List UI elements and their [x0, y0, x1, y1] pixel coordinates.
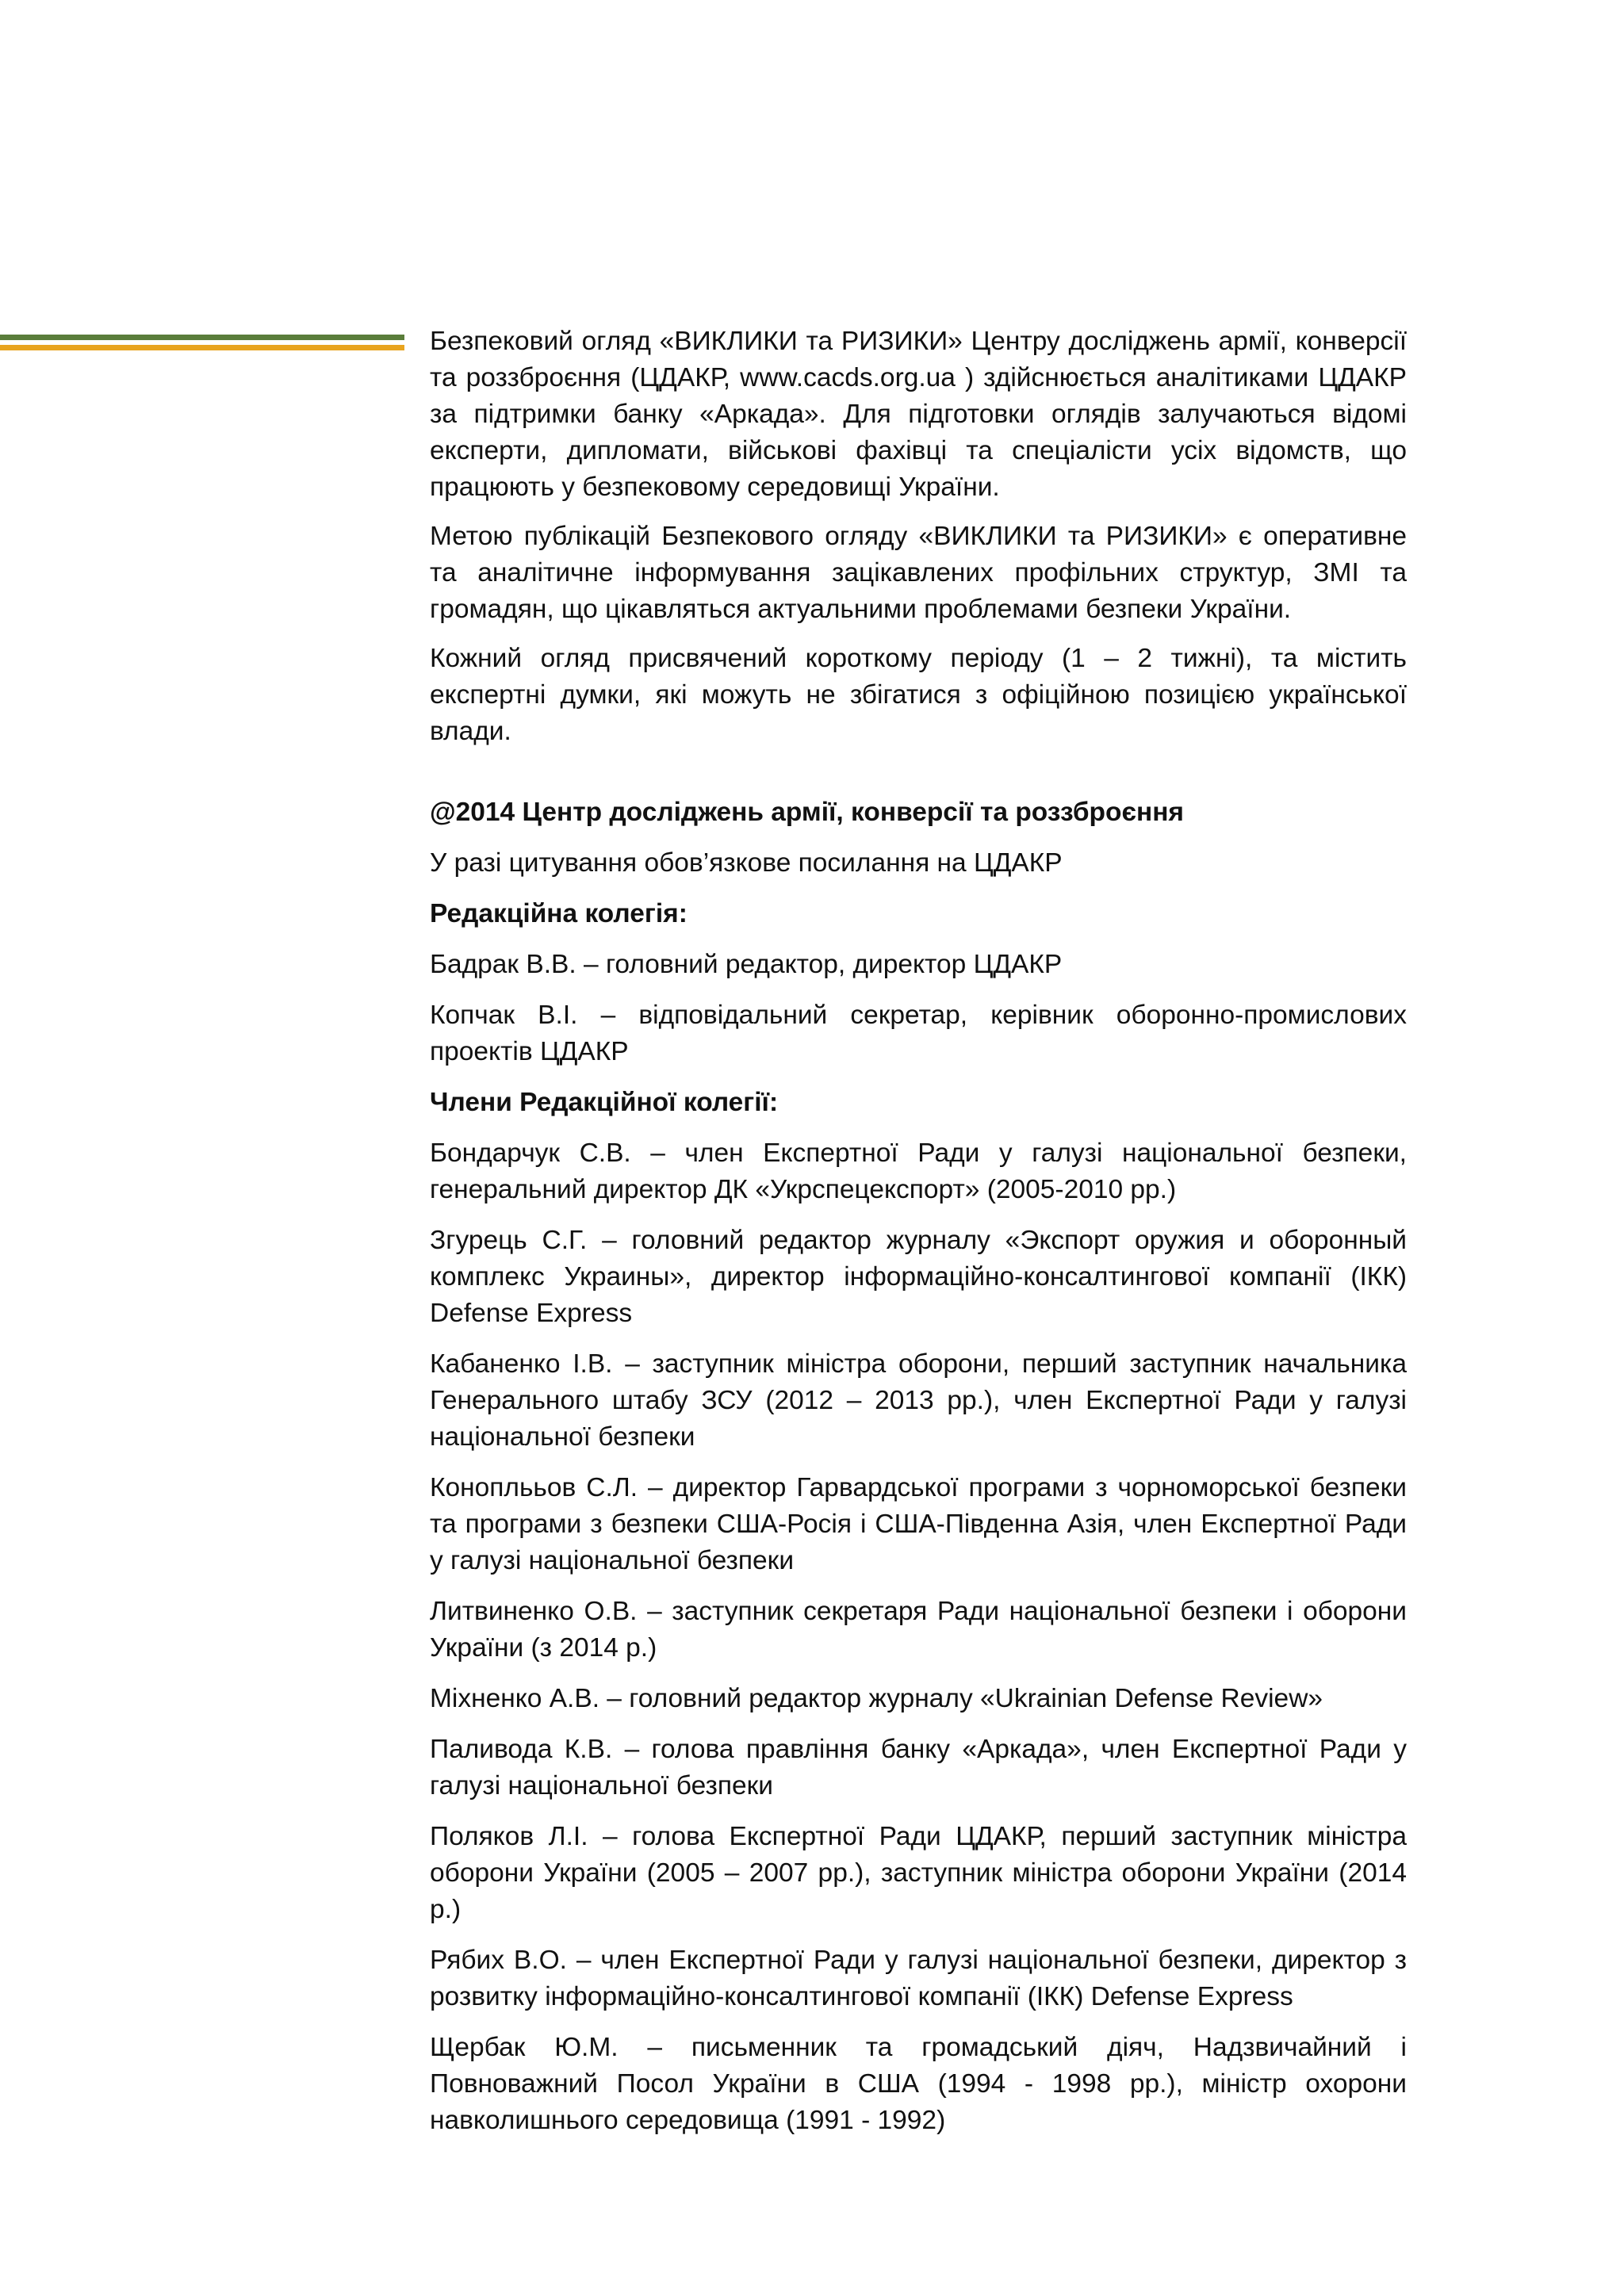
member-entry: Коноплььов С.Л. – директор Гарвардської програми з чорноморської безпеки та програми з безпеки США-Росія і США-Південна Азія, член Експертної Ради у галузі національної безпеки: [430, 1473, 1407, 1575]
member-entry: Паливода К.В. – голова правління банку «Аркада», член Експертної Ради у галузі національної безпеки: [430, 1735, 1407, 1800]
member-entry: Рябих В.О. – член Експертної Ради у галузі національної безпеки, директор з розвитку інформаційно-консалтингової компанії (ІКК) Defense Express: [430, 1946, 1407, 2011]
member-entry: Щербак Ю.М. – письменник та громадський діяч, Надзвичайний і Повноважний Посол України в США (1994 - 1998 рр.), міністр охорони навколишнього середовища (1991 - 1992): [430, 2033, 1407, 2135]
intro-paragraph-3: Кожний огляд присвячений короткому періоду (1 – 2 тижні), та містить експертні думки, які можуть не збігатися з офіційною позицією української влади.: [430, 644, 1407, 746]
member-entry: Згурець С.Г. – головний редактор журналу «Экспорт оружия и оборонный комплекс Украины», директор інформаційно-консалтингової компанії (ІКК) Defense Express: [430, 1226, 1407, 1328]
intro-paragraph-1: Безпековий огляд «ВИКЛИКИ та РИЗИКИ» Центру досліджень армії, конверсії та роззброєння (ЦДАКР, www.cacds.org.ua ) здійснюється аналітиками ЦДАКР за підтримки банку «Аркада». Для підготовки оглядів залучаються відомі експерти, дипломати, військові фахівці та спеціалісти усіх відомств, що працюють у безпековому середовищі України.: [430, 327, 1407, 502]
editorial-heading: Редакційна колегія:: [430, 899, 688, 928]
copyright-line: @2014 Центр досліджень армії, конверсії та роззброєння: [430, 798, 1184, 827]
decorative-stripes: [0, 335, 404, 350]
editorial-entry: Копчак В.І. – відповідальний секретар, керівник оборонно-промислових проектів ЦДАКР: [430, 1001, 1407, 1066]
citation-note: У разі цитування обов’язкове посилання на ЦДАКР: [430, 848, 1063, 878]
orange-stripe: [0, 345, 404, 350]
green-stripe: [0, 335, 404, 340]
member-entry: Кабаненко І.В. – заступник міністра оборони, перший заступник начальника Генерального штабу ЗСУ (2012 – 2013 рр.), член Експертної Ради у галузі національної безпеки: [430, 1349, 1407, 1452]
member-entry: Поляков Л.І. – голова Експертної Ради ЦДАКР, перший заступник міністра оборони України (2005 – 2007 рр.), заступник міністра оборони України (2014 р.): [430, 1822, 1407, 1924]
members-heading: Члени Редакційної колегії:: [430, 1088, 779, 1117]
member-entry: Литвиненко О.В. – заступник секретаря Ради національної безпеки і оборони України (з 2014 р.): [430, 1597, 1407, 1663]
intro-paragraph-2: Метою публікацій Безпекового огляду «ВИКЛИКИ та РИЗИКИ» є оперативне та аналітичне інформування зацікавлених профільних структур, ЗМІ та громадян, що цікавляться актуальними проблемами безпеки України.: [430, 522, 1407, 624]
member-entry: Міхненко А.В. – головний редактор журналу «Ukrainian Defense Review»: [430, 1684, 1323, 1713]
member-entry: Бондарчук С.В. – член Експертної Ради у галузі національної безпеки, генеральний директор ДК «Укрспецекспорт» (2005-2010 рр.): [430, 1138, 1407, 1204]
page-content: [430, 323, 1407, 2153]
editorial-entry: Бадрак В.В. – головний редактор, директор ЦДАКР: [430, 950, 1063, 979]
